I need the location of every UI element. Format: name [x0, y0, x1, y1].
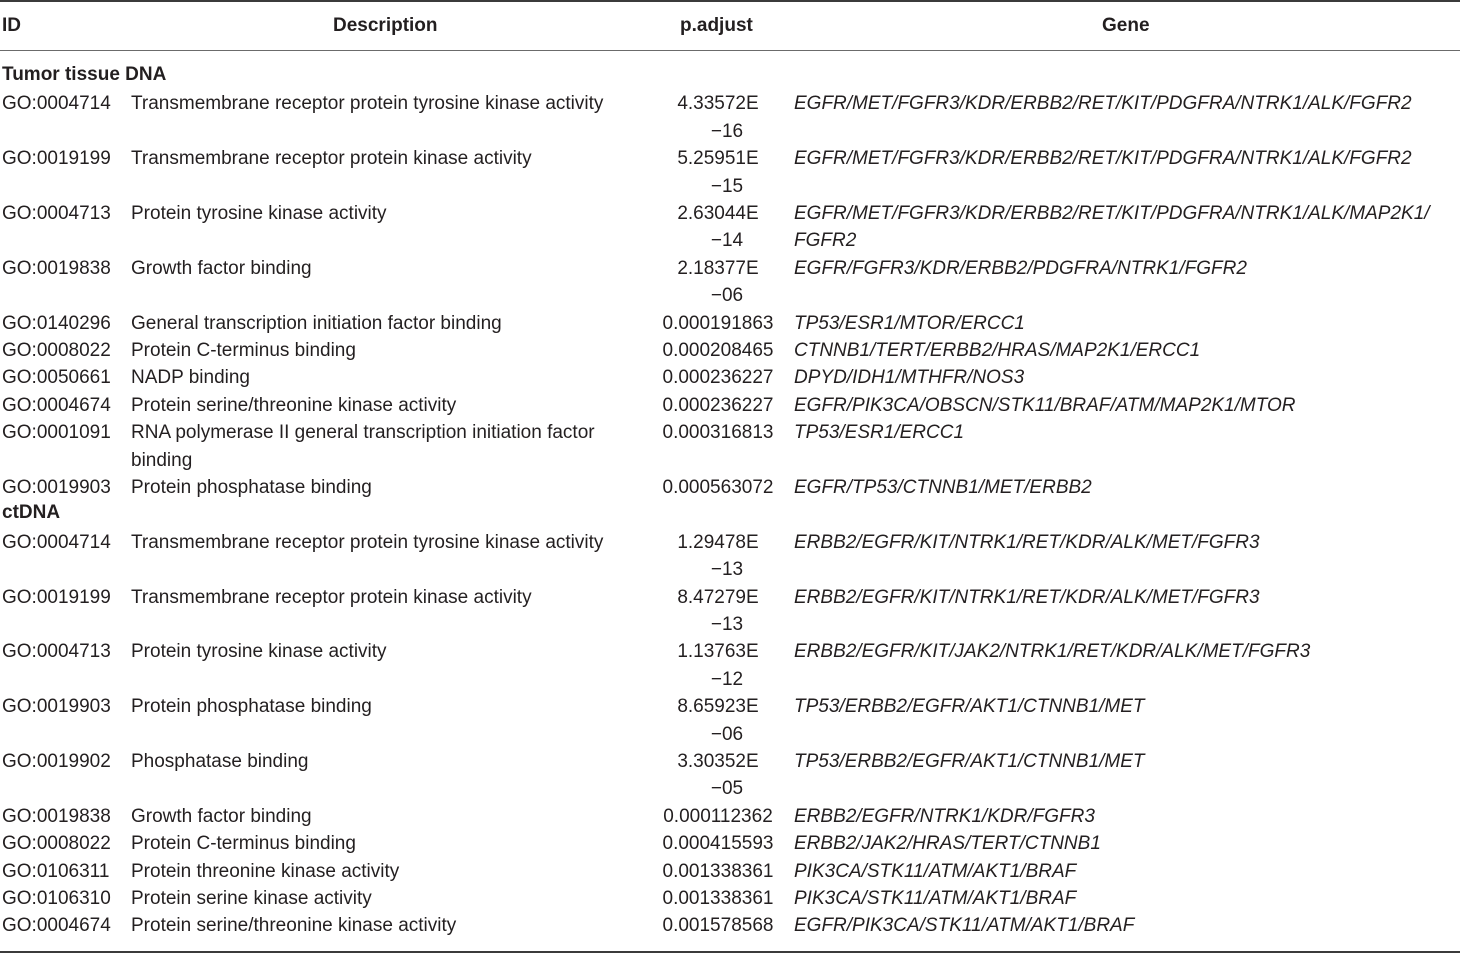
- padjust-value: 5.25951E: [677, 148, 759, 170]
- gene-list: CTNNB1/TERT/ERBB2/HRAS/MAP2K1/ERCC1: [794, 340, 1201, 361]
- description-cell: [131, 885, 631, 912]
- description-text: Transmembrane receptor protein kinase activity: [131, 586, 532, 608]
- description-text: Protein serine kinase activity: [131, 888, 372, 909]
- padjust-value: 1.13763E: [677, 641, 759, 663]
- gene-cell: [794, 200, 1454, 255]
- go-id: GO:0106310: [2, 888, 111, 909]
- description-cell: [131, 748, 631, 775]
- padjust-value: 8.65923E: [677, 696, 759, 718]
- description-cell: [131, 90, 631, 117]
- section-title: ctDNA: [2, 502, 61, 524]
- padjust-exponent: −05: [710, 778, 744, 800]
- padjust-exponent: −16: [710, 120, 744, 142]
- gene-list: EGFR/TP53/CTNNB1/MET/ERBB2: [794, 477, 1092, 498]
- padjust-cell: [648, 830, 788, 857]
- go-id: GO:0004713: [2, 641, 111, 663]
- gene-cell: [794, 912, 1454, 939]
- go-id: GO:0008022: [2, 340, 111, 361]
- padjust-cell: [648, 885, 788, 912]
- description-cell: [131, 858, 631, 885]
- go-id: GO:0050661: [2, 367, 111, 389]
- padjust-value: 0.000208465: [662, 340, 774, 361]
- gene-list: DPYD/IDH1/MTHFR/NOS3: [794, 367, 1025, 389]
- gene-list: TP53/ERBB2/EGFR/AKT1/CTNNB1/MET: [794, 751, 1145, 772]
- description-text: Protein phosphatase binding: [131, 477, 372, 498]
- description-text: RNA polymerase II general transcription initiation factor: [131, 422, 595, 444]
- gene-cell: [794, 529, 1454, 556]
- padjust-cell: [648, 337, 788, 364]
- description-text: Protein serine/threonine kinase activity: [131, 394, 457, 416]
- description-cell: [131, 255, 631, 282]
- description-text: General transcription initiation factor binding: [131, 312, 502, 334]
- padjust-cell: [648, 419, 788, 446]
- description-text: Growth factor binding: [131, 805, 312, 827]
- gene-list: ERBB2/EGFR/NTRK1/KDR/FGFR3: [794, 805, 1095, 827]
- description-text: Protein C-terminus binding: [131, 833, 356, 855]
- description-text: Transmembrane receptor protein tyrosine kinase activity: [131, 93, 604, 115]
- description-cell: [131, 474, 631, 501]
- go-id: GO:0004713: [2, 203, 111, 224]
- description-cell: [131, 310, 631, 337]
- go-id: GO:0004674: [2, 915, 111, 937]
- padjust-cell: [648, 145, 788, 200]
- padjust-cell: [648, 474, 788, 501]
- gene-cell: [794, 255, 1454, 282]
- padjust-value: 4.33572E: [677, 93, 759, 115]
- gene-cell: [794, 90, 1454, 117]
- go-id: GO:0008022: [2, 833, 111, 855]
- gene-cell: [794, 337, 1454, 364]
- gene-cell: [794, 310, 1454, 337]
- padjust-value: 0.000191863: [662, 312, 774, 334]
- gene-list: EGFR/MET/FGFR3/KDR/ERBB2/RET/KIT/PDGFRA/NTRK1/ALK/MAP2K1/: [794, 203, 1430, 224]
- gene-cell: [794, 830, 1454, 857]
- go-id: GO:0019838: [2, 805, 111, 827]
- padjust-cell: [648, 748, 788, 803]
- padjust-value: 0.000236227: [662, 394, 774, 416]
- gene-list: PIK3CA/STK11/ATM/AKT1/BRAF: [794, 888, 1077, 909]
- padjust-cell: [648, 584, 788, 639]
- description-text: Protein C-terminus binding: [131, 340, 356, 361]
- table-header-rule: [0, 50, 1460, 51]
- section-title: Tumor tissue DNA: [2, 64, 167, 85]
- gene-cell: [794, 885, 1454, 912]
- padjust-value: 8.47279E: [677, 586, 759, 608]
- description-text: Transmembrane receptor protein tyrosine kinase activity: [131, 531, 604, 553]
- description-cell: [131, 693, 631, 720]
- padjust-cell: [648, 310, 788, 337]
- gene-list: ERBB2/EGFR/KIT/NTRK1/RET/KDR/ALK/MET/FGFR3: [794, 531, 1260, 553]
- gene-cell: [794, 858, 1454, 885]
- gene-list: EGFR/MET/FGFR3/KDR/ERBB2/RET/KIT/PDGFRA/NTRK1/ALK/FGFR2: [794, 93, 1412, 115]
- go-id: GO:0004714: [2, 93, 111, 115]
- description-text-cont: binding: [131, 449, 193, 471]
- description-text: Transmembrane receptor protein kinase activity: [131, 148, 532, 170]
- padjust-cell: [648, 912, 788, 939]
- gene-cell: [794, 803, 1454, 830]
- description-cell: [131, 392, 631, 419]
- go-id: GO:0001091: [2, 422, 111, 444]
- description-cell: [131, 200, 631, 227]
- padjust-cell: [648, 638, 788, 693]
- description-cell: [131, 830, 631, 857]
- gene-cell: [794, 748, 1454, 775]
- gene-list: PIK3CA/STK11/ATM/AKT1/BRAF: [794, 860, 1077, 882]
- description-cell: [131, 803, 631, 830]
- padjust-exponent: −06: [710, 285, 744, 307]
- gene-list: ERBB2/JAK2/HRAS/TERT/CTNNB1: [794, 833, 1101, 855]
- description-cell: [131, 584, 631, 611]
- gene-cell: [794, 145, 1454, 172]
- padjust-exponent: −06: [710, 723, 744, 745]
- description-cell: [131, 337, 631, 364]
- go-id: GO:0019199: [2, 586, 111, 608]
- padjust-value: 2.18377E: [677, 257, 759, 279]
- padjust-value: 0.000316813: [662, 422, 774, 444]
- padjust-value: 3.30352E: [677, 751, 759, 772]
- padjust-value: 1.29478E: [677, 531, 759, 553]
- padjust-exponent: −13: [710, 614, 744, 635]
- description-cell: [131, 145, 631, 172]
- padjust-cell: [648, 693, 788, 748]
- padjust-value: 2.63044E: [677, 203, 759, 224]
- description-cell: [131, 419, 631, 474]
- description-text: Protein phosphatase binding: [131, 696, 372, 718]
- description-cell: [131, 912, 631, 939]
- padjust-cell: [648, 364, 788, 391]
- gene-list: TP53/ESR1/MTOR/ERCC1: [794, 312, 1025, 334]
- padjust-exponent: −12: [710, 668, 744, 690]
- go-id: GO:0019903: [2, 477, 111, 498]
- go-id: GO:0004714: [2, 531, 111, 553]
- gene-list: EGFR/FGFR3/KDR/ERBB2/PDGFRA/NTRK1/FGFR2: [794, 257, 1247, 279]
- header-gene: Gene: [1102, 15, 1150, 36]
- header-id: ID: [2, 15, 21, 36]
- padjust-value: 0.001338361: [662, 888, 774, 909]
- go-id: GO:0019199: [2, 148, 111, 170]
- header-padjust: p.adjust: [680, 15, 753, 36]
- go-id: GO:0106311: [2, 860, 110, 882]
- padjust-value: 0.000563072: [662, 477, 774, 498]
- gene-cell: [794, 693, 1454, 720]
- description-text: Protein serine/threonine kinase activity: [131, 915, 457, 937]
- padjust-cell: [648, 803, 788, 830]
- description-cell: [131, 638, 631, 665]
- go-id: GO:0004674: [2, 394, 111, 416]
- padjust-cell: [648, 392, 788, 419]
- gene-list-cont: FGFR2: [794, 230, 857, 252]
- padjust-value: 0.001338361: [662, 860, 774, 882]
- gene-cell: [794, 419, 1454, 446]
- go-id: GO:0019838: [2, 257, 111, 279]
- gene-list: ERBB2/EGFR/KIT/JAK2/NTRK1/RET/KDR/ALK/MET/FGFR3: [794, 641, 1311, 663]
- description-cell: [131, 529, 631, 556]
- gene-cell: [794, 392, 1454, 419]
- padjust-cell: [648, 255, 788, 310]
- gene-list: TP53/ESR1/ERCC1: [794, 422, 965, 444]
- go-id: GO:0140296: [2, 312, 111, 334]
- description-text: Protein tyrosine kinase activity: [131, 641, 387, 663]
- description-cell: [131, 364, 631, 391]
- gene-list: ERBB2/EGFR/KIT/NTRK1/RET/KDR/ALK/MET/FGFR3: [794, 586, 1260, 608]
- description-text: Growth factor binding: [131, 257, 312, 279]
- gene-list: EGFR/MET/FGFR3/KDR/ERBB2/RET/KIT/PDGFRA/NTRK1/ALK/FGFR2: [794, 148, 1412, 170]
- description-text: Protein threonine kinase activity: [131, 860, 400, 882]
- description-text: NADP binding: [131, 367, 251, 389]
- padjust-exponent: −14: [710, 230, 744, 252]
- padjust-cell: [648, 858, 788, 885]
- padjust-value: 0.001578568: [662, 915, 774, 937]
- go-id: GO:0019903: [2, 696, 111, 718]
- padjust-value: 0.000415593: [662, 833, 774, 855]
- padjust-cell: [648, 90, 788, 145]
- padjust-value: 0.000112362: [663, 805, 773, 827]
- go-id: GO:0019902: [2, 751, 111, 772]
- description-text: Protein tyrosine kinase activity: [131, 203, 387, 224]
- gene-list: EGFR/PIK3CA/STK11/ATM/AKT1/BRAF: [794, 915, 1135, 937]
- gene-list: EGFR/PIK3CA/OBSCN/STK11/BRAF/ATM/MAP2K1/MTOR: [794, 394, 1296, 416]
- description-text: Phosphatase binding: [131, 751, 309, 772]
- padjust-value: 0.000236227: [662, 367, 774, 389]
- gene-cell: [794, 364, 1454, 391]
- padjust-cell: [648, 200, 788, 255]
- padjust-cell: [648, 529, 788, 584]
- gene-cell: [794, 474, 1454, 501]
- gene-cell: [794, 638, 1454, 665]
- gene-cell: [794, 584, 1454, 611]
- gene-list: TP53/ERBB2/EGFR/AKT1/CTNNB1/MET: [794, 696, 1145, 718]
- padjust-exponent: −15: [710, 175, 744, 197]
- padjust-exponent: −13: [710, 559, 744, 581]
- table-top-rule: [0, 0, 1460, 2]
- header-description: Description: [333, 15, 438, 36]
